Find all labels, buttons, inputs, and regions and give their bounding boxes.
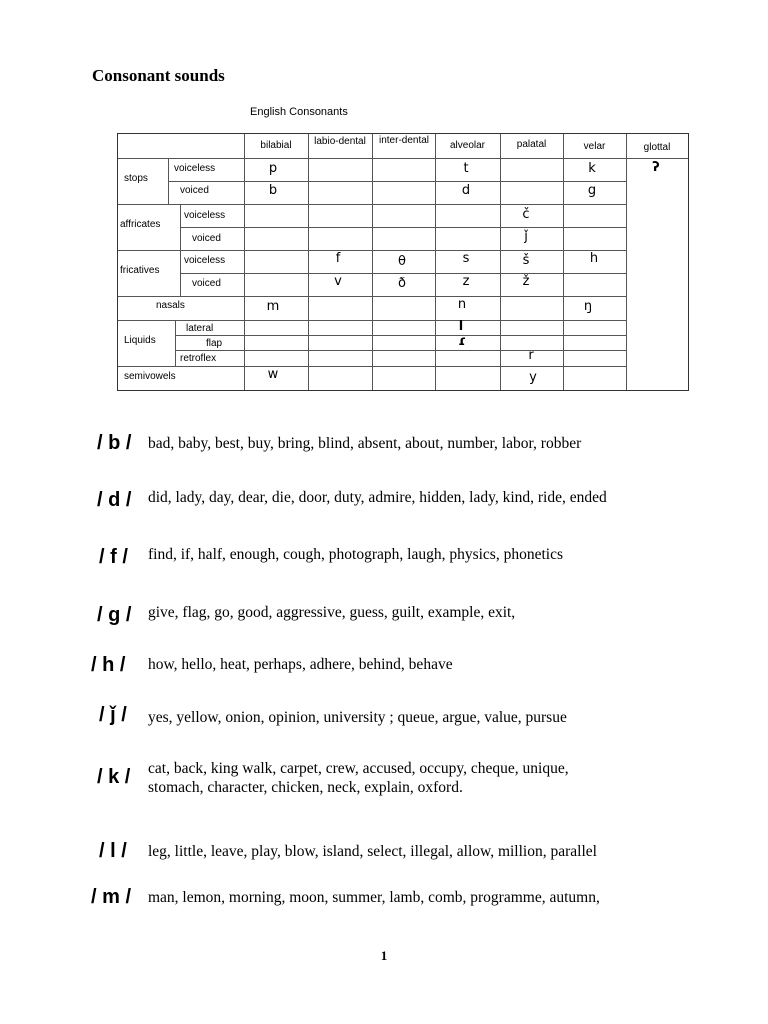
symbol-h: h bbox=[589, 251, 599, 266]
symbol-m: m bbox=[266, 299, 280, 314]
row-label-liquids: Liquids bbox=[124, 335, 156, 346]
example-words: yes, yellow, onion, opinion, university ; queue, argue, value, pursue bbox=[148, 709, 567, 726]
symbol-s: s bbox=[462, 251, 470, 266]
phoneme-label: / k / bbox=[97, 766, 131, 788]
symbol-d: d bbox=[461, 183, 471, 198]
row-label-affricates: affricates bbox=[120, 219, 161, 230]
row-label-nasals: nasals bbox=[156, 300, 185, 311]
symbol-z-caron: ž bbox=[522, 274, 530, 289]
header-glottal: glottal bbox=[643, 142, 671, 153]
symbol-w: w bbox=[267, 367, 279, 382]
symbol-n: n bbox=[457, 297, 467, 312]
row-label-stops: stops bbox=[124, 173, 148, 184]
example-words: give, flag, go, good, aggressive, guess, guilt, example, exit, bbox=[148, 604, 516, 621]
symbol-g: g bbox=[587, 183, 597, 198]
symbol-z: z bbox=[462, 274, 470, 289]
sub-label-stops-voiceless: voiceless bbox=[174, 163, 216, 174]
example-words: bad, baby, best, buy, bring, blind, absent, about, number, labor, robber bbox=[148, 435, 582, 452]
phoneme-label: / b / bbox=[97, 432, 132, 454]
header-alveolar: alveolar bbox=[449, 140, 486, 151]
symbol-l: l bbox=[458, 319, 464, 334]
header-velar: velar bbox=[583, 141, 606, 152]
sub-label-retroflex: retroflex bbox=[180, 353, 217, 364]
header-inter-dental: inter-dental bbox=[378, 135, 430, 146]
symbol-k: k bbox=[588, 161, 596, 176]
sub-label-stops-voiced: voiced bbox=[180, 185, 209, 196]
symbol-y: y bbox=[529, 370, 537, 385]
symbol-flap: ɾ bbox=[458, 334, 466, 349]
header-bilabial: bilabial bbox=[260, 140, 292, 151]
phoneme-label: / m / bbox=[91, 886, 132, 908]
sub-label-fricatives-voiced: voiced bbox=[192, 278, 221, 289]
symbol-theta: θ bbox=[398, 254, 406, 269]
example-words: cat, back, king walk, carpet, crew, accused, occupy, cheque, unique, bbox=[148, 760, 569, 777]
consonant-chart bbox=[117, 133, 689, 391]
symbol-c-caron: č bbox=[522, 207, 530, 222]
example-words: did, lady, day, dear, die, door, duty, admire, hidden, lady, kind, ride, ended bbox=[148, 489, 607, 506]
sub-label-affricates-voiceless: voiceless bbox=[184, 210, 226, 221]
symbol-eth: ð bbox=[398, 276, 406, 291]
header-palatal: palatal bbox=[516, 139, 547, 150]
row-label-semivowels: semivowels bbox=[124, 371, 176, 382]
phoneme-label: / g / bbox=[97, 604, 132, 626]
example-words: man, lemon, morning, moon, summer, lamb, comb, programme, autumn, bbox=[148, 889, 600, 906]
sub-label-fricatives-voiceless: voiceless bbox=[184, 255, 226, 266]
symbol-retroflex-r: r bbox=[528, 348, 534, 363]
page-title: Consonant sounds bbox=[92, 66, 225, 85]
phoneme-label: / l / bbox=[99, 840, 127, 862]
example-words: find, if, half, enough, cough, photograph, laugh, physics, phonetics bbox=[148, 546, 563, 563]
sub-label-affricates-voiced: voiced bbox=[192, 233, 221, 244]
symbol-j-caron: ǰ bbox=[524, 229, 528, 244]
symbol-b: b bbox=[268, 183, 278, 198]
table-caption: English Consonants bbox=[250, 106, 348, 118]
phoneme-label: / d / bbox=[97, 489, 132, 511]
symbol-v: v bbox=[334, 274, 342, 289]
sub-label-lateral: lateral bbox=[186, 323, 214, 334]
phoneme-label: / ǰ / bbox=[99, 704, 127, 726]
symbol-s-caron: š bbox=[522, 253, 530, 268]
symbol-glottal-stop: ʔ bbox=[652, 160, 660, 175]
symbol-eng: ŋ bbox=[583, 299, 593, 314]
example-words: leg, little, leave, play, blow, island, select, illegal, allow, million, parallel bbox=[148, 843, 597, 860]
example-words: how, hello, heat, perhaps, adhere, behind, behave bbox=[148, 656, 453, 673]
phoneme-label: / h / bbox=[91, 654, 126, 676]
row-label-fricatives: fricatives bbox=[120, 265, 160, 276]
page-number: 1 bbox=[380, 948, 388, 963]
example-words-continued: stomach, character, chicken, neck, explain, oxford. bbox=[148, 779, 463, 796]
symbol-t: t bbox=[463, 161, 469, 176]
header-labio-dental: labio-dental bbox=[314, 136, 366, 147]
symbol-p: p bbox=[268, 161, 278, 176]
phoneme-label: / f / bbox=[99, 546, 128, 568]
symbol-f: f bbox=[335, 251, 341, 266]
sub-label-flap: flap bbox=[206, 338, 223, 349]
